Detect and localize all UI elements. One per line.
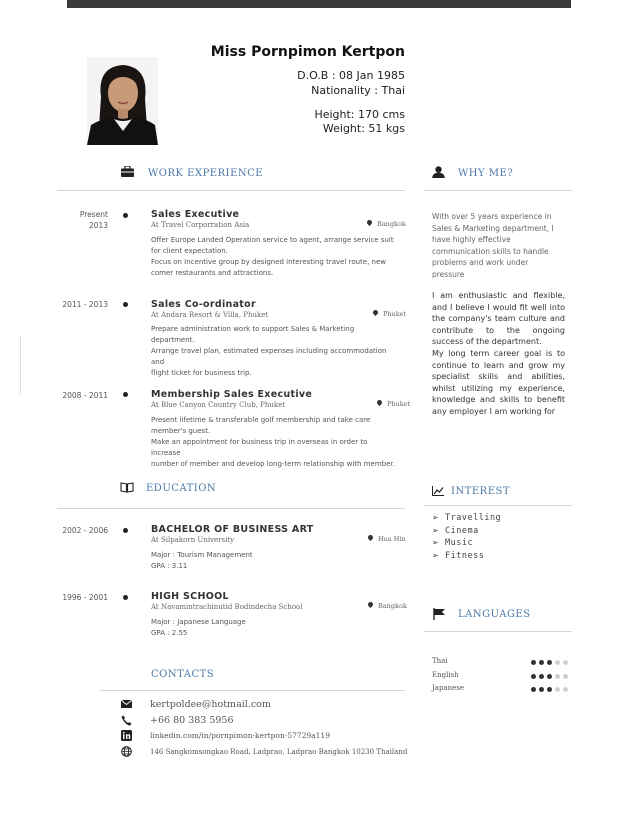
profile-photo <box>87 57 158 145</box>
proficiency-dot-empty <box>563 687 568 692</box>
map-pin-icon <box>376 399 383 406</box>
timeline-dot <box>123 528 128 533</box>
arrow-icon: ➢ <box>432 550 440 560</box>
degree-title: HIGH SCHOOL <box>151 591 229 602</box>
school-location: Bangkok <box>368 602 407 610</box>
flag-icon <box>432 608 446 623</box>
height: Height: 170 cms <box>314 108 405 121</box>
job-description: Present lifetime & transferable golf membership and take care member's guest. Make an appointment for business trip in overseas in order to increase number of member and develop long-term relationship with member. <box>151 416 395 468</box>
why-me-paragraph: My long term career goal is to continue to learn and grow my specialist skills and abilities, whilst utilizing my experience, knowledge and skills to benefit any employer I am working for <box>432 349 565 416</box>
proficiency-dot-filled <box>539 687 544 692</box>
language-row <box>432 648 572 665</box>
email-link[interactable]: kertpoldee@hotmail.com <box>150 699 271 710</box>
job-date: Present 2013 <box>79 210 108 230</box>
language-name: Thai <box>432 657 448 665</box>
job-location: Phuket <box>373 310 406 318</box>
contacts-heading: CONTACTS <box>151 669 215 680</box>
job-location: Phuket <box>377 400 410 408</box>
work-experience-heading: WORK EXPERIENCE <box>148 168 264 179</box>
language-row <box>432 662 572 679</box>
timeline-dot <box>123 595 128 600</box>
proficiency-dot-empty <box>555 687 560 692</box>
school-location: Hua Hin <box>368 535 406 543</box>
interest-list <box>432 512 501 562</box>
school-name: At Silpakorn University <box>151 536 235 544</box>
address: 146 Sangkomsongkao Road, Ladprao, Ladprao Bangkok 10230 Thailand <box>150 748 408 756</box>
map-pin-icon <box>367 601 374 608</box>
education-heading: EDUCATION <box>146 483 217 494</box>
top-bar <box>67 0 571 8</box>
job-company: At Travel Corporration Asia <box>151 221 250 229</box>
divider <box>57 190 405 191</box>
language-row <box>432 675 572 692</box>
job-location: Bangkok <box>367 220 406 228</box>
timeline-dot <box>123 392 128 397</box>
interest-heading: INTEREST <box>451 486 511 497</box>
education-date: 1996 - 2001 <box>62 593 108 602</box>
proficiency-dot-filled <box>531 687 536 692</box>
language-list <box>432 648 572 692</box>
phone-number[interactable]: +66 80 383 5956 <box>150 715 234 726</box>
languages-heading: LANGUAGES <box>458 609 531 620</box>
chart-icon <box>431 486 445 499</box>
why-me-intro: With over 5 years experience in Sales & Marketing department, I have highly effective communication skills to handle problems and work under pressure <box>432 212 554 279</box>
education-details: Major : Japanese Language GPA : 2.55 <box>151 618 246 637</box>
divider <box>424 190 572 191</box>
divider <box>57 508 405 509</box>
nationality: Nationality : Thai <box>311 84 405 97</box>
candidate-name: Miss Pornpimon Kertpon <box>210 44 405 60</box>
map-pin-icon <box>372 309 379 316</box>
briefcase-icon <box>120 166 134 180</box>
job-title: Sales Co-ordinator <box>151 299 256 310</box>
job-title: Membership Sales Executive <box>151 389 313 400</box>
language-name: English <box>432 670 459 679</box>
arrow-icon: ➢ <box>432 525 440 535</box>
job-description: Prepare administration work to support Sales & Marketing department. Arrange travel plan, estimated expenses including accommodation and flight ticket for business trip. <box>151 325 387 377</box>
job-company: At Andara Resort & Villa, Phuket <box>151 311 269 319</box>
school-name: At Navamintrachinutid Bodindecha School <box>151 603 303 611</box>
job-company: At Blue Canyon Country Club, Phuket <box>151 401 286 409</box>
map-pin-icon <box>366 219 373 226</box>
interest-item: ➢ Music <box>432 538 474 548</box>
proficiency-rating <box>528 677 568 696</box>
globe-icon <box>119 746 133 760</box>
arrow-icon: ➢ <box>432 513 440 522</box>
weight: Weight: 51 kgs <box>322 122 405 135</box>
why-me-paragraph: I am enthusiastic and flexible, and I believe I would fit well into the company's team culture and contribute to the ongoing success of the department. <box>432 291 565 346</box>
side-line <box>20 335 21 395</box>
why-me-heading: WHY ME? <box>458 168 514 179</box>
proficiency-dot-filled <box>547 687 552 692</box>
map-pin-icon <box>367 534 374 541</box>
job-title: Sales Executive <box>151 209 240 220</box>
timeline-dot <box>123 213 128 218</box>
divider <box>100 690 405 691</box>
interest-item: ➢ Travelling <box>432 513 502 523</box>
book-icon <box>120 482 134 496</box>
education-date: 2002 - 2006 <box>62 526 108 535</box>
dob: D.O.B : 08 Jan 1985 <box>297 69 405 82</box>
job-description: Offer Europe Landed Operation service to agent, arrange service suit for client expectation. Focus on Incentive group by designed interesting travel route, new comer restaurants and attractions. <box>151 236 394 277</box>
job-date: 2008 - 2011 <box>62 391 108 400</box>
interest-item: ➢ Cinema <box>432 525 479 536</box>
divider <box>424 631 572 632</box>
person-icon <box>431 166 445 181</box>
phone-icon <box>119 715 133 729</box>
degree-title: BACHELOR OF BUSINESS ART <box>151 524 314 535</box>
education-details: Major : Tourism Management GPA : 3.11 <box>151 551 253 570</box>
timeline-dot <box>123 302 128 307</box>
language-name: Japanese <box>432 684 465 692</box>
envelope-icon <box>119 700 133 711</box>
interest-item: ➢ Fitness <box>432 550 485 561</box>
job-date: 2011 - 2013 <box>62 300 108 309</box>
divider <box>424 505 572 506</box>
linkedin-link[interactable]: linkedin.com/in/pornpimon-kertpon-57729a119 <box>150 731 330 740</box>
arrow-icon: ➢ <box>432 538 440 547</box>
linkedin-icon <box>119 730 133 744</box>
